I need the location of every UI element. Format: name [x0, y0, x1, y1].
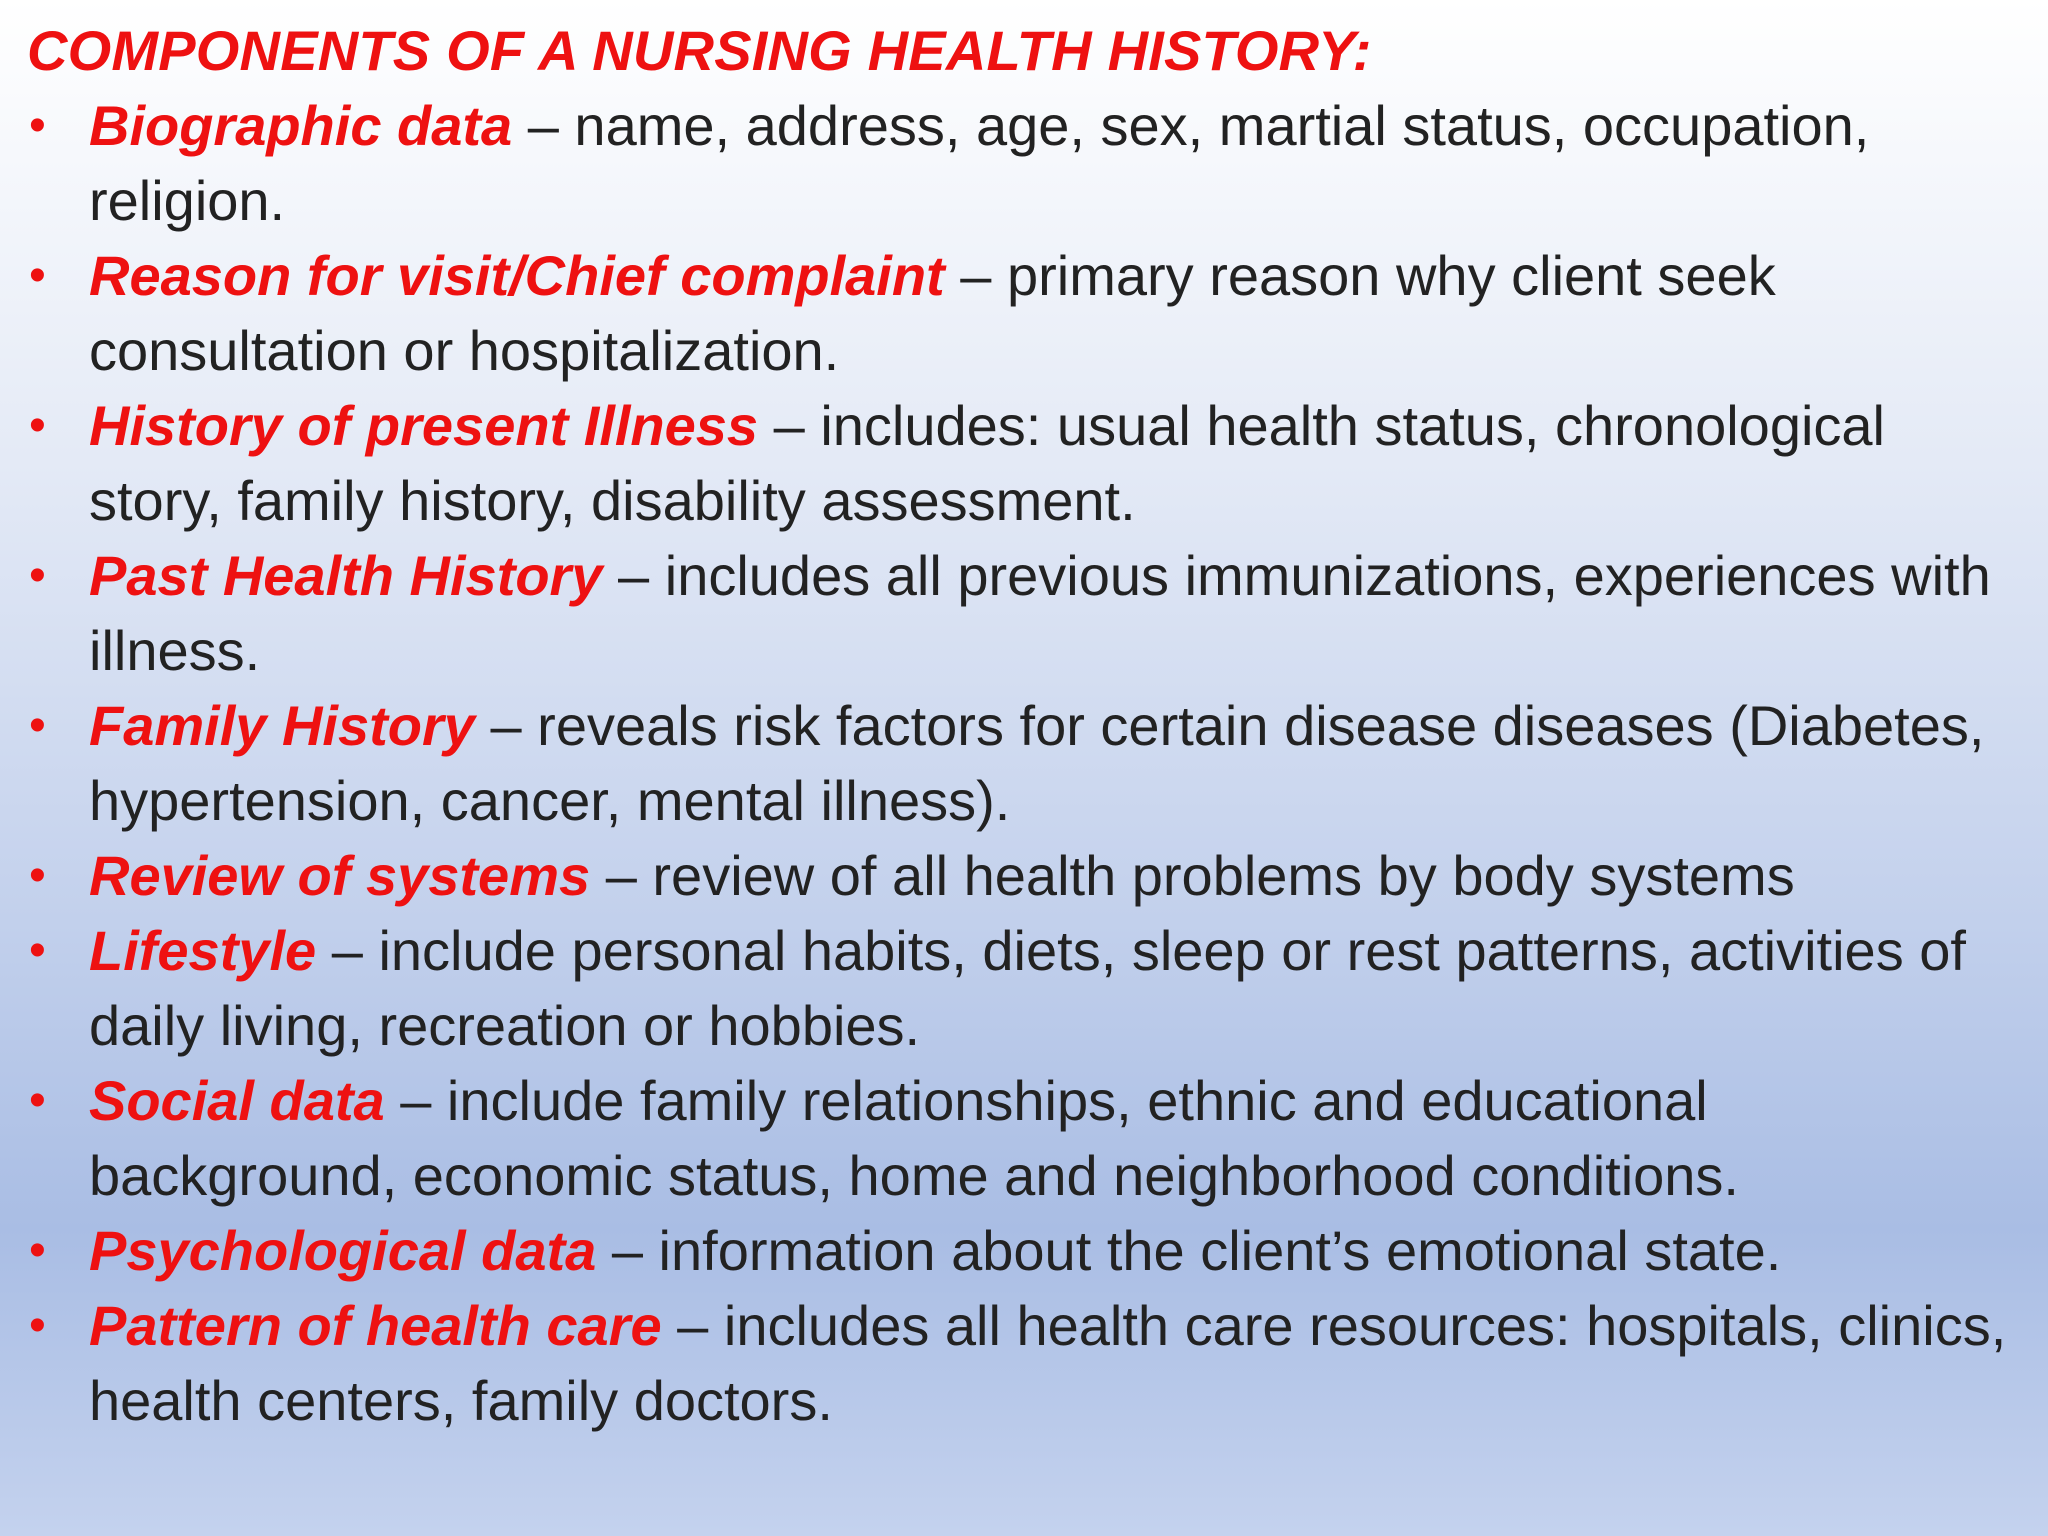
- bullet-icon: •: [29, 549, 46, 602]
- list-item: [27, 238, 2028, 388]
- item-description: – primary reason why client seek consultation or hospitalization.: [89, 244, 1776, 382]
- list-item: [27, 1288, 2028, 1438]
- item-description: – includes all previous immunizations, experiences with illness.: [89, 544, 1991, 682]
- bullet-icon: •: [29, 699, 46, 752]
- item-term: Lifestyle: [89, 919, 317, 982]
- bullet-icon: •: [29, 99, 46, 152]
- list-item: [27, 838, 2028, 913]
- item-term: Biographic data: [89, 94, 513, 157]
- item-description: – includes: usual health status, chronological story, family history, disability assessment.: [89, 394, 1885, 532]
- item-term: Review of systems: [89, 844, 591, 907]
- item-term: Pattern of health care: [89, 1294, 662, 1357]
- item-description: – include personal habits, diets, sleep or rest patterns, activities of daily living, recreation or hobbies.: [89, 919, 1966, 1057]
- list-item: [27, 88, 2028, 238]
- item-description: – review of all health problems by body systems: [590, 844, 1795, 907]
- list-item: [27, 388, 2028, 538]
- item-term: Family History: [89, 694, 475, 757]
- item-term: Past Health History: [89, 544, 603, 607]
- item-term: Reason for visit/Chief complaint: [89, 244, 945, 307]
- bullet-icon: •: [29, 1074, 46, 1127]
- list-item: [27, 688, 2028, 838]
- item-description: – reveals risk factors for certain disease diseases (Diabetes, hypertension, cancer, mental illness).: [89, 694, 1985, 832]
- item-description: – includes all health care resources: hospitals, clinics, health centers, family doctors.: [89, 1294, 2007, 1432]
- bullet-list: [27, 88, 2028, 1438]
- list-item: [27, 1213, 2028, 1288]
- item-term: Social data: [89, 1069, 385, 1132]
- list-item: [27, 913, 2028, 1063]
- item-description: – include family relationships, ethnic and educational background, economic status, home and neighborhood conditions.: [89, 1069, 1739, 1207]
- item-term: Psychological data: [89, 1219, 597, 1282]
- bullet-icon: •: [29, 399, 46, 452]
- slide-title: COMPONENTS OF A NURSING HEALTH HISTORY:: [27, 19, 1372, 82]
- bullet-icon: •: [29, 1224, 46, 1277]
- item-term: History of present Illness: [89, 394, 759, 457]
- bullet-icon: •: [29, 249, 46, 302]
- item-description: – name, address, age, sex, martial status, occupation, religion.: [89, 94, 1870, 232]
- list-item: [27, 1063, 2028, 1213]
- bullet-icon: •: [29, 924, 46, 977]
- bullet-icon: •: [29, 849, 46, 902]
- list-item: [27, 538, 2028, 688]
- bullet-icon: •: [29, 1299, 46, 1352]
- item-description: – information about the client’s emotional state.: [596, 1219, 1782, 1282]
